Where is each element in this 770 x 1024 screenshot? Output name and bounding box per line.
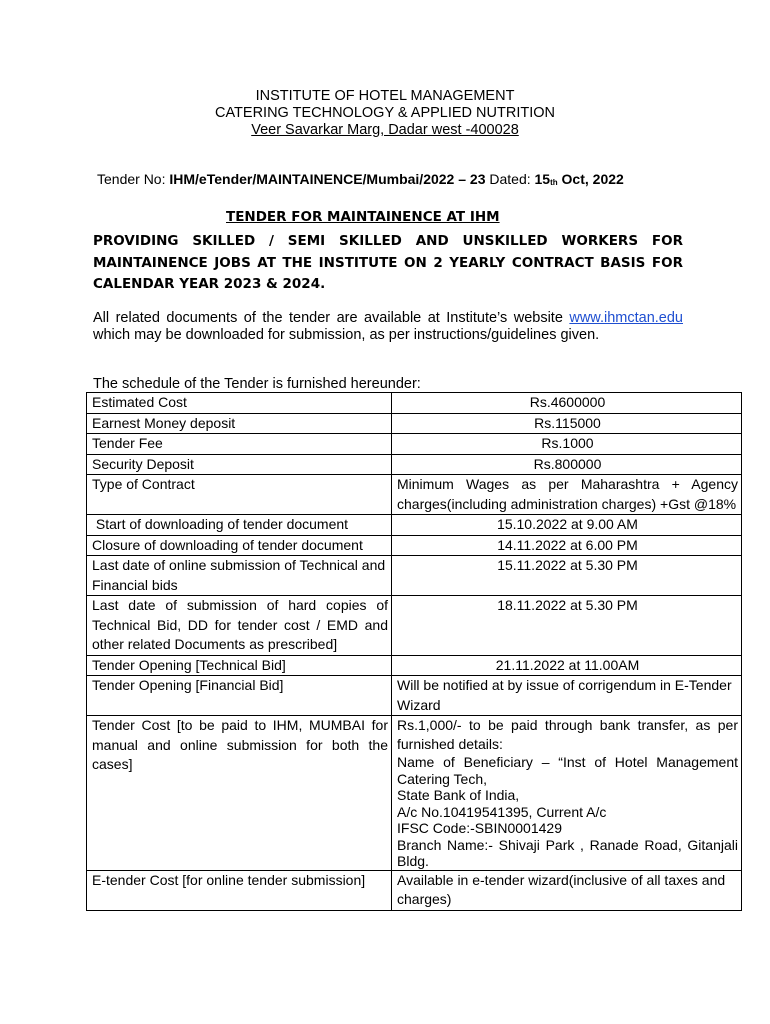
schedule-intro: The schedule of the Tender is furnished hereunder: bbox=[93, 376, 421, 392]
row-label: Tender Opening [Technical Bid] bbox=[87, 655, 392, 676]
row-label: Tender Opening [Financial Bid] bbox=[87, 676, 392, 716]
table-row bbox=[87, 454, 742, 475]
table-row bbox=[87, 716, 742, 871]
row-value: Minimum Wages as per Maharashtra + Agency charges(including administration charges) +Gst @18% bbox=[392, 475, 742, 515]
tender-number-line bbox=[97, 171, 624, 187]
tender-month-year: Oct, 2022 bbox=[557, 171, 624, 187]
row-value: Rs.4600000 bbox=[392, 393, 742, 414]
table-row bbox=[87, 434, 742, 455]
bank-details bbox=[392, 716, 742, 871]
table-row bbox=[87, 556, 742, 596]
table-row bbox=[87, 596, 742, 656]
tender-day-suffix: th bbox=[550, 178, 558, 187]
row-label: Tender Fee bbox=[87, 434, 392, 455]
row-value: 14.11.2022 at 6.00 PM bbox=[392, 535, 742, 556]
row-label: E-tender Cost [for online tender submission] bbox=[87, 870, 392, 910]
row-label: Start of downloading of tender document bbox=[87, 515, 392, 536]
row-value: 21.11.2022 at 11.00AM bbox=[392, 655, 742, 676]
table-row bbox=[87, 393, 742, 414]
dated-label: Dated: bbox=[485, 171, 535, 187]
table-row bbox=[87, 676, 742, 716]
row-label: Closure of downloading of tender document bbox=[87, 535, 392, 556]
row-label: Earnest Money deposit bbox=[87, 413, 392, 434]
schedule-table bbox=[86, 392, 742, 911]
institute-address bbox=[0, 122, 770, 139]
intro-text-before: All related documents of the tender are available at Institute’s website bbox=[93, 310, 570, 326]
tender-day: 15 bbox=[534, 171, 551, 187]
intro-paragraph bbox=[93, 310, 683, 344]
row-value: Rs.115000 bbox=[392, 413, 742, 434]
tender-subject: PROVIDING SKILLED / SEMI SKILLED AND UNSKILLED WORKERS FOR MAINTAINENCE JOBS AT THE INSTITUTE ON 2 YEARLY CONTRACT BASIS FOR CALENDAR YEAR 2023 & 2024. bbox=[93, 233, 683, 292]
row-value: 18.11.2022 at 5.30 PM bbox=[392, 596, 742, 656]
table-row bbox=[87, 413, 742, 434]
table-row bbox=[87, 515, 742, 536]
row-label: Tender Cost [to be paid to IHM, MUMBAI for manual and online submission for both the cases] bbox=[87, 716, 392, 871]
address-text: Veer Savarkar Marg, Dadar west -400028 bbox=[251, 122, 519, 138]
tender-no-label: Tender No: bbox=[97, 171, 170, 187]
row-value: 15.11.2022 at 5.30 PM bbox=[392, 556, 742, 596]
row-label: Last date of online submission of Technical and Financial bids bbox=[87, 556, 392, 596]
row-value: Will be notified at by issue of corrigendum in E-Tender Wizard bbox=[392, 676, 742, 716]
tender-number: IHM/eTender/MAINTAINENCE/Mumbai/2022 – 23 bbox=[169, 171, 486, 187]
bank-detail-line: IFSC Code:-SBIN0001429 bbox=[397, 820, 562, 836]
row-label: Security Deposit bbox=[87, 454, 392, 475]
table-row bbox=[87, 655, 742, 676]
row-label: Last date of submission of hard copies of Technical Bid, DD for tender cost / EMD and other related Documents as prescribed] bbox=[87, 596, 392, 656]
table-row bbox=[87, 535, 742, 556]
bank-detail-line: Branch Name:- Shivaji Park , Ranade Road, Gitanjali Bldg. bbox=[397, 836, 738, 869]
row-label: Type of Contract bbox=[87, 475, 392, 515]
bank-detail-line: State Bank of India, bbox=[397, 787, 520, 803]
website-link[interactable]: www.ihmctan.edu bbox=[569, 310, 683, 326]
bank-detail-line: A/c No.10419541395, Current A/c bbox=[397, 803, 607, 820]
table-row bbox=[87, 870, 742, 910]
row-value: 15.10.2022 at 9.00 AM bbox=[392, 515, 742, 536]
document-title: TENDER FOR MAINTAINENCE AT IHM bbox=[226, 209, 500, 225]
table-row bbox=[87, 475, 742, 515]
row-value: Rs.800000 bbox=[392, 454, 742, 475]
row-value: Available in e-tender wizard(inclusive of all taxes and charges) bbox=[392, 870, 742, 910]
bank-detail-line: Rs.1,000/- to be paid through bank transfer, as per furnished details: bbox=[397, 717, 738, 752]
institute-subtitle: CATERING TECHNOLOGY & APPLIED NUTRITION bbox=[214, 105, 555, 121]
institute-name: INSTITUTE OF HOTEL MANAGEMENT bbox=[255, 88, 515, 104]
row-value: Rs.1000 bbox=[392, 434, 742, 455]
row-label: Estimated Cost bbox=[87, 393, 392, 414]
bank-detail-line: Name of Beneficiary – “Inst of Hotel Management Catering Tech, bbox=[397, 754, 738, 787]
intro-text-after: which may be downloaded for submission, as per instructions/guidelines given. bbox=[93, 327, 600, 343]
